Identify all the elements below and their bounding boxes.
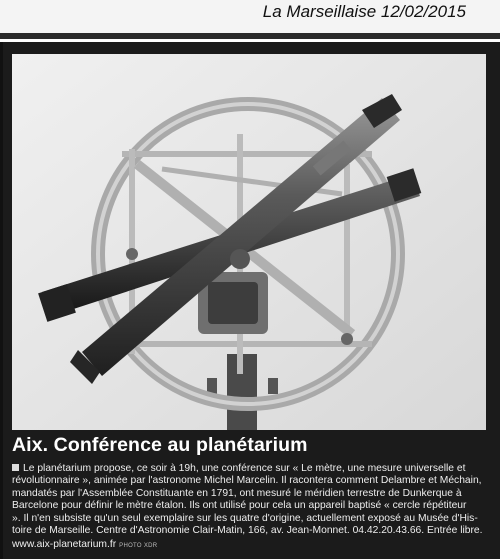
article-body [12, 463, 490, 537]
body-line: Le planétarium propose, ce soir à 19h, une conférence sur « Le mètre, une mesure universelle et [12, 463, 490, 475]
body-line: toire de Marseille. Centre d'Astronomie Clair-Matin, 166, av. Jean-Monnet. 04.42.20.43.66. Entrée libre. [12, 525, 483, 537]
website-link[interactable]: www.aix-planetarium.fr [12, 539, 117, 550]
photo-credit: PHOTO XDR [119, 543, 158, 549]
repeating-circle-illustration [12, 54, 486, 430]
headline: Aix. Conférence au planétarium [12, 434, 308, 456]
publication-name: La Marseillaise [262, 2, 377, 21]
body-line: ». Il n'en subsiste qu'un seul exemplaire sur les quatre d'origine, actuellement exposé au Musée d'His- [12, 512, 478, 524]
body-line: mandatés par l'Assemblée Constituante en 1791, ont mesuré le méridien terrestre de Dunkerque à [12, 487, 462, 499]
masthead [0, 0, 500, 34]
publication-date: 12/02/2015 [380, 2, 466, 21]
repeating-circle-photo [12, 54, 486, 430]
square-bullet-icon [12, 464, 19, 471]
masthead-text [263, 2, 466, 22]
article-footer [12, 539, 490, 550]
top-rule [0, 33, 500, 39]
body-line: révolutionnaire », animée par l'astronome Michel Marcelin. Il racontera comment Delambre et Méchain, [12, 475, 482, 487]
body-line: Barcelone pour définir le mètre étalon. Ils ont utilisé pour cela un appareil baptisé « cercle répétiteur [12, 500, 467, 512]
